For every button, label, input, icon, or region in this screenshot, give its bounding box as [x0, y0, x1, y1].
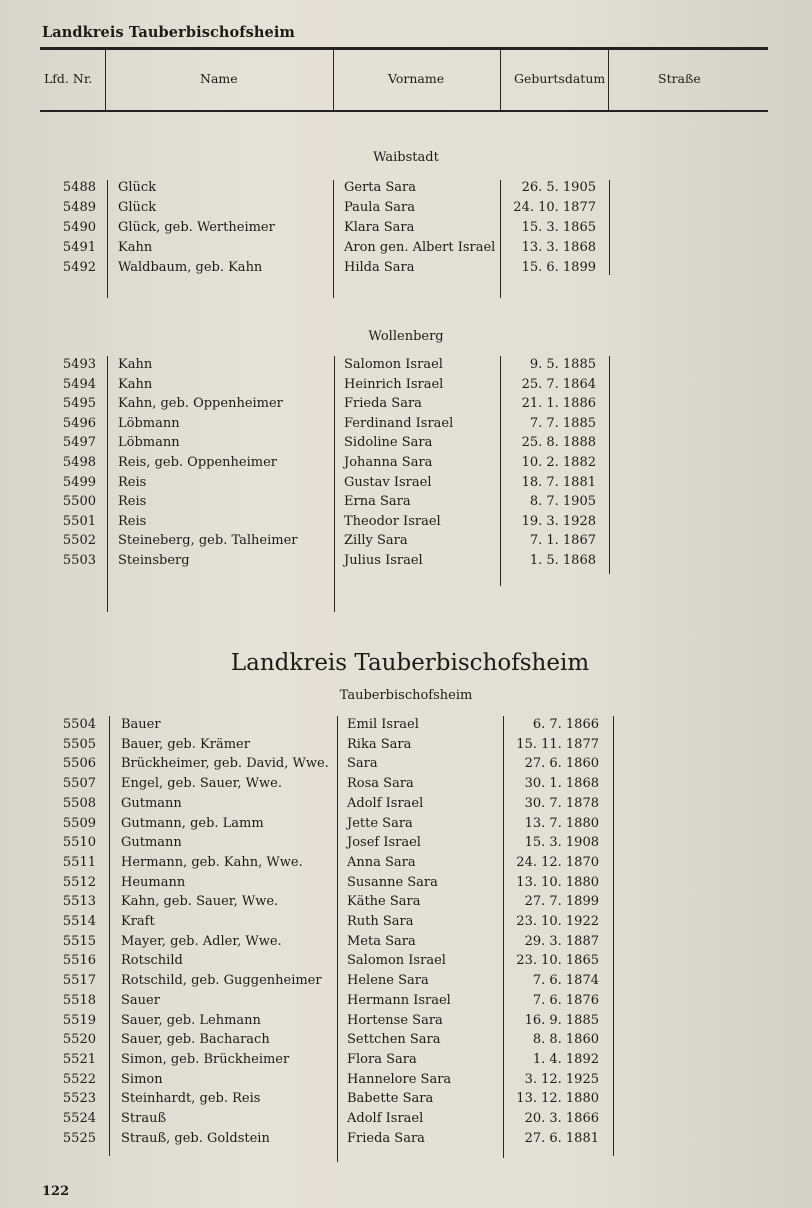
entry-name: Mayer, geb. Adler, Wwe.	[121, 933, 282, 949]
entry-birthdate: 26. 5. 1905	[521, 180, 596, 195]
entry-number: 5507	[62, 776, 96, 792]
entry-vorname: Aron gen. Albert Israel	[344, 239, 496, 255]
entry-vorname: Settchen Sara	[347, 1032, 441, 1048]
entry-birthdate: 7. 6. 1874	[532, 973, 599, 989]
entry-vorname: Rika Sara	[347, 736, 412, 752]
entry-birthdate: 9. 5. 1885	[529, 357, 596, 372]
table-row	[0, 776, 812, 796]
entry-name: Gutmann	[121, 795, 182, 811]
running-head: Landkreis Tauberbischofsheim	[42, 24, 295, 41]
entry-name: Glück	[118, 180, 157, 195]
entry-name: Reis, geb. Oppenheimer	[118, 455, 278, 470]
entry-vorname: Frieda Sara	[344, 396, 422, 412]
header-separator	[333, 50, 334, 110]
table-row	[0, 494, 812, 514]
table-row	[0, 357, 812, 377]
page-number: 122	[42, 1184, 70, 1199]
entry-vorname: Klara Sara	[344, 219, 415, 235]
table-row	[0, 220, 812, 240]
table-row	[0, 717, 812, 737]
entry-birthdate: 27. 6. 1881	[524, 1130, 599, 1146]
entry-number: 5520	[62, 1032, 96, 1048]
entry-vorname: Frieda Sara	[347, 1130, 425, 1146]
entry-vorname: Salomon Israel	[347, 953, 446, 969]
entry-birthdate: 10. 2. 1882	[521, 455, 596, 470]
entry-number: 5509	[62, 815, 96, 831]
entry-number: 5489	[62, 199, 96, 215]
entry-vorname: Zilly Sara	[344, 533, 408, 549]
entry-name: Strauß	[121, 1111, 167, 1126]
entry-number: 5491	[62, 239, 96, 255]
entry-name: Sauer, geb. Lehmann	[121, 1012, 261, 1028]
entry-name: Glück, geb. Wertheimer	[118, 219, 275, 235]
entry-number: 5510	[62, 835, 96, 851]
table-row	[0, 835, 812, 855]
table-row	[0, 973, 812, 993]
table-row	[0, 1111, 812, 1131]
entry-birthdate: 1. 5. 1868	[529, 553, 596, 568]
entry-number: 5497	[62, 435, 96, 451]
entry-number: 5498	[62, 455, 96, 470]
entry-name: Hermann, geb. Kahn, Wwe.	[121, 854, 303, 870]
table-row	[0, 240, 812, 260]
table-row	[0, 816, 812, 836]
entry-number: 5490	[62, 219, 96, 235]
entry-number: 5524	[62, 1111, 96, 1126]
entry-vorname: Salomon Israel	[344, 357, 443, 372]
table-row	[0, 1091, 812, 1111]
entry-vorname: Hortense Sara	[347, 1012, 443, 1028]
entry-birthdate: 15. 6. 1899	[521, 259, 596, 275]
entry-number: 5494	[62, 376, 96, 392]
entry-vorname: Gerta Sara	[344, 180, 417, 195]
table-row	[0, 914, 812, 934]
entry-birthdate: 18. 7. 1881	[521, 474, 596, 490]
entry-birthdate: 15. 3. 1908	[524, 835, 599, 851]
entry-number: 5504	[62, 717, 96, 732]
entry-birthdate: 30. 1. 1868	[524, 776, 599, 792]
entry-vorname: Theodor Israel	[344, 513, 441, 529]
table-row	[0, 514, 812, 534]
entry-vorname: Susanne Sara	[347, 874, 438, 890]
entry-name: Bauer	[121, 717, 161, 732]
entry-number: 5515	[62, 933, 96, 949]
header-bottom-rule	[40, 110, 768, 112]
entry-vorname: Paula Sara	[344, 199, 415, 215]
entry-name: Kraft	[121, 914, 155, 929]
table-row	[0, 993, 812, 1013]
table-row	[0, 435, 812, 455]
entry-number: 5511	[62, 854, 96, 870]
header-separator	[105, 50, 106, 110]
entry-vorname: Gustav Israel	[344, 474, 432, 490]
entry-birthdate: 13. 3. 1868	[521, 239, 596, 255]
entry-name: Kahn	[118, 239, 153, 255]
entry-number: 5506	[62, 756, 96, 772]
entry-number: 5499	[62, 474, 96, 490]
table-row	[0, 377, 812, 397]
entry-birthdate: 15. 11. 1877	[516, 736, 599, 752]
entry-name: Reis	[118, 474, 147, 490]
entry-vorname: Babette Sara	[347, 1091, 434, 1107]
entry-name: Steineberg, geb. Talheimer	[118, 533, 298, 549]
district-title: Landkreis Tauberbischofsheim	[230, 650, 590, 676]
entry-number: 5503	[62, 553, 96, 568]
column-header-vorname: Vorname	[388, 71, 445, 86]
table-row	[0, 796, 812, 816]
entry-birthdate: 16. 9. 1885	[524, 1012, 599, 1028]
entry-name: Simon, geb. Brückheimer	[121, 1051, 290, 1067]
table-row	[0, 934, 812, 954]
table-row	[0, 180, 812, 200]
entry-birthdate: 24. 12. 1870	[516, 854, 599, 870]
entry-number: 5523	[62, 1091, 96, 1107]
table-row	[0, 756, 812, 776]
entry-vorname: Hermann Israel	[347, 992, 451, 1008]
entry-name: Löbmann	[118, 415, 180, 431]
entry-name: Gutmann	[121, 835, 182, 851]
entry-number: 5513	[62, 894, 96, 910]
entry-number: 5496	[62, 415, 96, 431]
table-row	[0, 894, 812, 914]
entry-vorname: Ferdinand Israel	[344, 415, 454, 431]
entry-vorname: Emil Israel	[347, 717, 419, 732]
entry-birthdate: 6. 7. 1866	[532, 717, 599, 732]
entry-name: Bauer, geb. Krämer	[121, 736, 250, 752]
entry-name: Kahn	[118, 357, 153, 372]
entry-birthdate: 13. 7. 1880	[524, 815, 599, 831]
entry-name: Sauer, geb. Bacharach	[121, 1032, 270, 1048]
entry-vorname: Flora Sara	[347, 1051, 417, 1067]
entry-birthdate: 21. 1. 1886	[521, 396, 596, 412]
entry-birthdate: 7. 7. 1885	[529, 415, 596, 431]
entry-number: 5495	[62, 396, 96, 412]
entry-vorname: Erna Sara	[344, 494, 411, 510]
entry-number: 5517	[62, 973, 96, 989]
entry-number: 5501	[62, 513, 96, 529]
entry-vorname: Johanna Sara	[344, 455, 433, 470]
entry-name: Kahn, geb. Sauer, Wwe.	[121, 894, 279, 910]
entry-birthdate: 25. 8. 1888	[521, 435, 596, 451]
entry-vorname: Sara	[347, 756, 378, 772]
header-separator	[608, 50, 609, 110]
entry-birthdate: 27. 6. 1860	[524, 756, 599, 772]
entry-vorname: Helene Sara	[347, 973, 429, 989]
entry-vorname: Julius Israel	[344, 553, 423, 568]
entry-birthdate: 24. 10. 1877	[513, 199, 596, 215]
table-row	[0, 737, 812, 757]
entry-birthdate: 7. 1. 1867	[529, 533, 596, 549]
header-top-rule	[40, 47, 768, 50]
entry-name: Kahn	[118, 376, 153, 392]
entry-birthdate: 27. 7. 1899	[524, 894, 599, 910]
column-header-nr: Lfd. Nr.	[44, 71, 93, 86]
table-row	[0, 553, 812, 573]
table-row	[0, 1072, 812, 1092]
table-row	[0, 1131, 812, 1151]
entry-number: 5502	[62, 533, 96, 549]
entry-birthdate: 13. 12. 1880	[516, 1091, 599, 1107]
entry-number: 5516	[62, 953, 96, 969]
header-separator	[500, 50, 501, 110]
entry-name: Simon	[121, 1071, 163, 1087]
table-row	[0, 1032, 812, 1052]
entry-vorname: Jette Sara	[347, 815, 413, 831]
entry-birthdate: 1. 4. 1892	[532, 1051, 599, 1067]
entry-birthdate: 20. 3. 1866	[524, 1111, 599, 1126]
entry-number: 5488	[62, 180, 96, 195]
entry-vorname: Meta Sara	[347, 933, 416, 949]
table-row	[0, 396, 812, 416]
table-row	[0, 260, 812, 280]
entry-vorname: Adolf Israel	[347, 795, 424, 811]
entry-number: 5500	[62, 494, 96, 510]
entry-birthdate: 19. 3. 1928	[521, 513, 596, 529]
entry-birthdate: 8. 8. 1860	[532, 1032, 599, 1048]
entry-name: Rotschild, geb. Guggenheimer	[121, 973, 322, 989]
entry-number: 5519	[62, 1012, 96, 1028]
table-row	[0, 953, 812, 973]
entry-vorname: Hannelore Sara	[347, 1071, 452, 1087]
entry-number: 5512	[62, 874, 96, 890]
entry-name: Kahn, geb. Oppenheimer	[118, 396, 283, 412]
entry-birthdate: 15. 3. 1865	[521, 219, 596, 235]
entry-number: 5522	[62, 1071, 96, 1087]
table-row	[0, 1013, 812, 1033]
entry-name: Heumann	[121, 874, 186, 890]
entry-name: Glück	[118, 199, 157, 215]
entry-birthdate: 30. 7. 1878	[524, 795, 599, 811]
entry-number: 5525	[62, 1130, 96, 1146]
entry-vorname: Sidoline Sara	[344, 435, 433, 451]
table-row	[0, 875, 812, 895]
section-title-tauberbischofsheim: Tauberbischofsheim	[339, 688, 473, 703]
entry-name: Strauß, geb. Goldstein	[121, 1130, 270, 1146]
entry-vorname: Hilda Sara	[344, 259, 415, 275]
section-title-waibstadt: Waibstadt	[373, 150, 439, 165]
entry-birthdate: 13. 10. 1880	[516, 874, 599, 890]
entry-birthdate: 25. 7. 1864	[521, 376, 596, 392]
entry-name: Gutmann, geb. Lamm	[121, 815, 264, 831]
entry-vorname: Ruth Sara	[347, 914, 414, 929]
entry-name: Löbmann	[118, 435, 180, 451]
entry-birthdate: 23. 10. 1865	[516, 953, 599, 969]
entry-vorname: Heinrich Israel	[344, 376, 444, 392]
entry-vorname: Adolf Israel	[347, 1111, 424, 1126]
entry-name: Steinhardt, geb. Reis	[121, 1091, 261, 1107]
entry-number: 5521	[62, 1051, 96, 1067]
entry-name: Reis	[118, 513, 147, 529]
entry-vorname: Käthe Sara	[347, 894, 421, 910]
column-header-name: Name	[200, 71, 238, 86]
table-row	[0, 416, 812, 436]
entry-vorname: Josef Israel	[347, 835, 421, 851]
entry-number: 5514	[62, 914, 96, 929]
entry-vorname: Anna Sara	[347, 854, 416, 870]
entry-vorname: Rosa Sara	[347, 776, 414, 792]
table-row	[0, 855, 812, 875]
entry-name: Sauer	[121, 992, 160, 1008]
table-row	[0, 475, 812, 495]
entry-number: 5508	[62, 795, 96, 811]
table-row	[0, 455, 812, 475]
entry-birthdate: 8. 7. 1905	[529, 494, 596, 510]
section-title-wollenberg: Wollenberg	[368, 329, 444, 344]
entry-birthdate: 3. 12. 1925	[524, 1071, 599, 1087]
entry-birthdate: 7. 6. 1876	[532, 992, 599, 1008]
column-header-geburtsdatum: Geburtsdatum	[514, 71, 606, 86]
table-row	[0, 533, 812, 553]
column-header-strasse: Straße	[658, 71, 701, 86]
entry-birthdate: 23. 10. 1922	[516, 914, 599, 929]
entry-birthdate: 29. 3. 1887	[524, 933, 599, 949]
entry-name: Reis	[118, 494, 147, 510]
entry-number: 5493	[62, 357, 96, 372]
table-row	[0, 200, 812, 220]
entry-number: 5492	[62, 259, 96, 275]
table-row	[0, 1052, 812, 1072]
entry-name: Steinsberg	[118, 553, 190, 568]
entry-name: Waldbaum, geb. Kahn	[118, 259, 263, 275]
entry-name: Brückheimer, geb. David, Wwe.	[121, 756, 329, 772]
entry-name: Rotschild	[121, 953, 183, 969]
entry-number: 5518	[62, 992, 96, 1008]
entry-number: 5505	[62, 736, 96, 752]
entry-name: Engel, geb. Sauer, Wwe.	[121, 776, 282, 792]
